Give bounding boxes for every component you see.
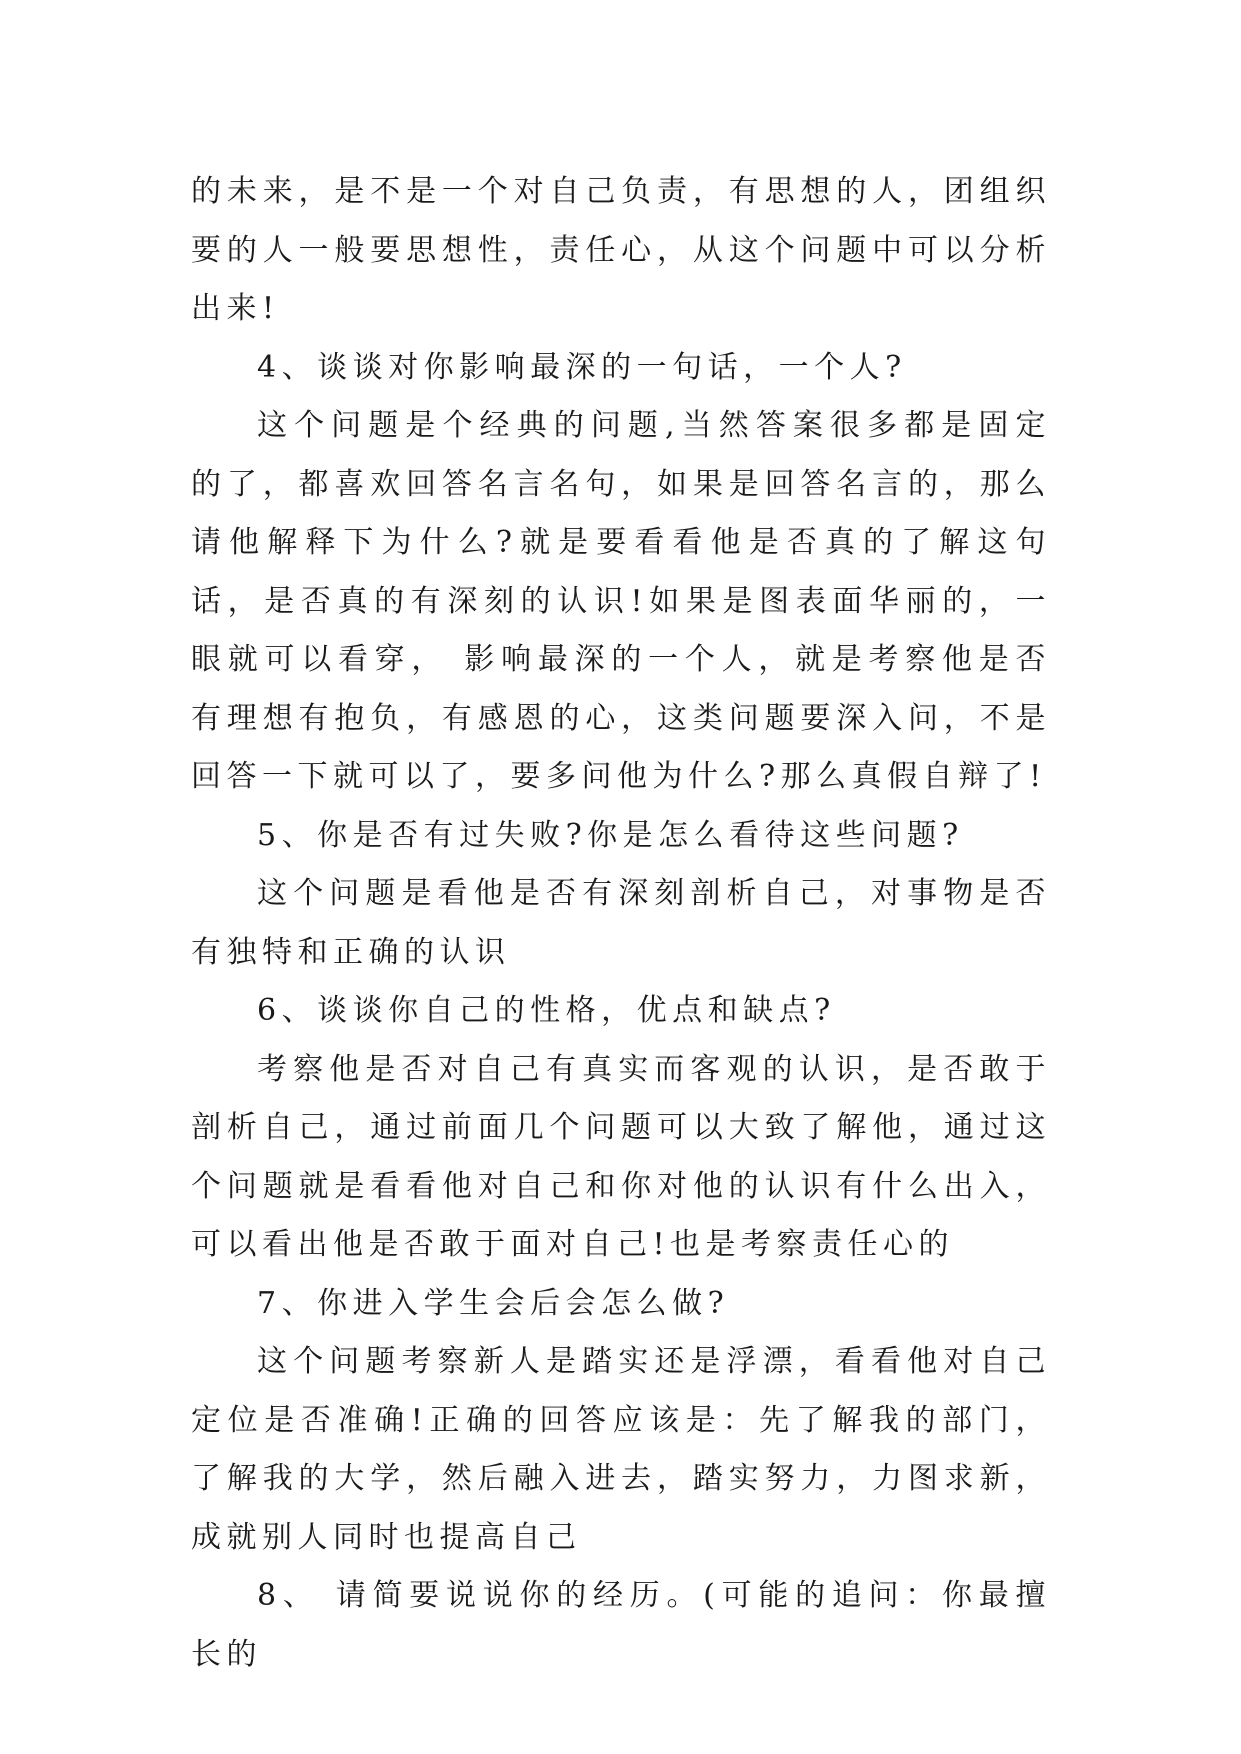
- question-heading-8: 8、 请简要说说你的经历。(可能的追问：你最擅长的: [191, 1578, 1051, 1672]
- answer-paragraph-6: 考察他是否对自己有真实而客观的认识，是否敢于剖析自己，通过前面几个问题可以大致了解他，通过这个问题就是看看他对自己和你对他的认识有什么出入，可以看出他是否敢于面对自己!也是考察责任心的: [191, 1051, 1051, 1262]
- document-body: [191, 163, 1051, 1684]
- answer-paragraph-4: 这个问题是个经典的问题,当然答案很多都是固定的了，都喜欢回答名言名句，如果是回答名言的，那么请他解释下为什么?就是要看看他是否真的了解这句话，是否真的有深刻的认识!如果是图表面华丽的，一眼就可以看穿， 影响最深的一个人，就是考察他是否有理想有抱负，有感恩的心，这类问题要深入问，不是回答一下就可以了，要多问他为什么?那么真假自辩了!: [191, 408, 1051, 794]
- answer-paragraph-7: 这个问题考察新人是踏实还是浮漂，看看他对自己定位是否准确!正确的回答应该是：先了解我的部门，了解我的大学，然后融入进去，踏实努力，力图求新，成就别人同时也提高自己: [191, 1344, 1051, 1555]
- question-heading-6: 6、谈谈你自己的性格，优点和缺点?: [257, 993, 836, 1028]
- question-heading-5: 5、你是否有过失败?你是怎么看待这些问题?: [257, 817, 964, 853]
- question-heading-7: 7、你进入学生会后会怎么做?: [257, 1285, 730, 1321]
- question-heading-4: 4、谈谈对你影响最深的一句话，一个人?: [257, 349, 907, 385]
- answer-paragraph-5: 这个问题是看他是否有深刻剖析自己，对事物是否有独特和正确的认识: [191, 876, 1051, 970]
- paragraph-continuation: 的未来，是不是一个对自己负责，有思想的人，团组织要的人一般要思想性，责任心，从这个问题中可以分析出来!: [191, 174, 1051, 326]
